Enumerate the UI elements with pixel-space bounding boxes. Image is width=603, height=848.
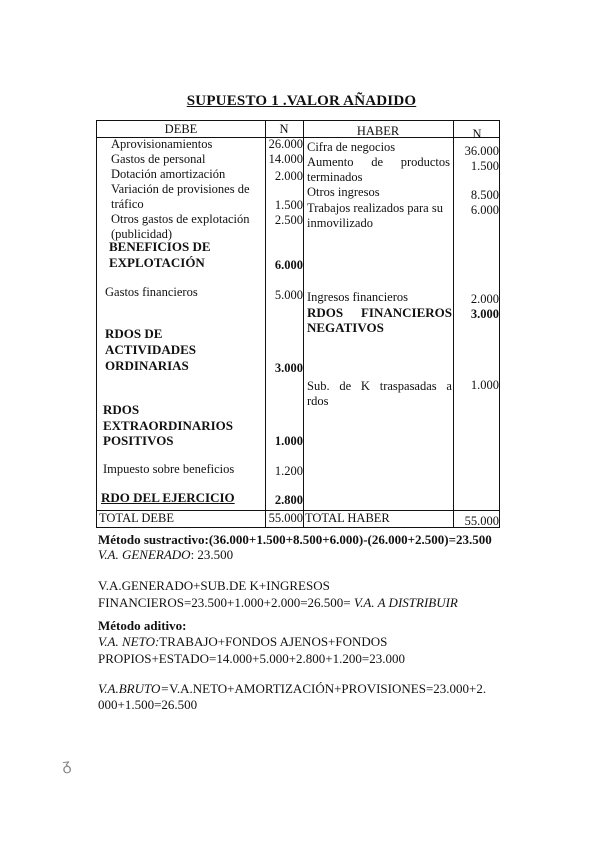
debe-gfin-label: Gastos financieros — [105, 285, 198, 299]
haber-n-header: N — [472, 127, 482, 141]
sustractivo-formula: (36.000+1.500+8.500+6.000)-(26.000+2.500)=23.500 — [208, 532, 492, 547]
bruto-line-2: 000+1.500=26.500 — [98, 697, 198, 712]
column-divider — [453, 121, 454, 527]
bruto-line-1 — [98, 681, 528, 697]
debe-amort-value: 2.000 — [274, 169, 303, 183]
sustractivo-line — [98, 532, 518, 548]
debe-otros-label-1: Otros gastos de explotación — [111, 212, 250, 226]
debe-otros-label-2: (publicidad) — [111, 227, 173, 241]
debe-rao-value: 3.000 — [274, 361, 303, 375]
haber-rfn-word: FINANCIEROS — [360, 305, 452, 320]
column-divider — [303, 121, 304, 527]
bruto-label: V.A.BRUTO= — [98, 681, 170, 696]
debe-prov-value: 1.500 — [274, 198, 303, 212]
haber-sub-word: a — [446, 379, 452, 393]
sustractivo-label: Método sustractivo: — [98, 532, 209, 547]
haber-trabajos-label-2: inmovilizado — [307, 216, 373, 230]
debe-prov-label-1: Variación de provisiones de — [111, 182, 250, 196]
debe-rext-label-3: POSITIVOS — [103, 433, 174, 448]
debe-imp-label: Impuesto sobre beneficios — [103, 462, 235, 476]
haber-ifin-label: Ingresos financieros — [307, 290, 409, 304]
debe-aprov-value: 26.000 — [268, 137, 303, 151]
debe-bexp-label-2: EXPLOTACIÓN — [109, 255, 205, 270]
haber-sub-word: K — [360, 379, 370, 393]
haber-rfn-word: RDOS — [307, 305, 344, 320]
debe-prov-label-2: tráfico — [111, 197, 144, 211]
debe-bexp-label-1: BENEFICIOS DE — [109, 239, 211, 254]
distribuir-formula: FINANCIEROS=23.500+1.000+2.000=26.500= — [98, 595, 354, 610]
haber-trabajos-value: 6.000 — [470, 203, 499, 217]
haber-rfn-label-1 — [307, 305, 452, 320]
haber-rfn-label-2: NEGATIVOS — [307, 320, 384, 335]
debe-imp-value: 1.200 — [274, 464, 303, 478]
debe-rext-value: 1.000 — [274, 434, 303, 448]
haber-sub-label-2: rdos — [307, 394, 329, 408]
debe-rdo-label: RDO DEL EJERCICIO — [101, 490, 235, 505]
total-debe-label: TOTAL DEBE — [99, 511, 175, 525]
haber-aumento-word: productos — [400, 155, 450, 169]
debe-personal-value: 14.000 — [268, 152, 303, 166]
debe-rao-label-1: RDOS DE — [105, 326, 163, 341]
debe-rao-label-3: ORDINARIAS — [105, 358, 189, 373]
distribuir-line-1: V.A.GENERADO+SUB.DE K+INGRESOS — [98, 578, 330, 593]
aditivo-label: Método aditivo: — [98, 618, 187, 633]
haber-otros-label: Otros ingresos — [307, 185, 380, 199]
haber-sub-word: traspasadas — [379, 379, 437, 393]
neto-line-2: PROPIOS+ESTADO=14.000+5.000+2.800+1.200=23.000 — [98, 651, 405, 666]
haber-sub-label-1 — [307, 379, 452, 394]
neto-label: V.A. NETO: — [98, 634, 160, 649]
debe-n-header: N — [279, 122, 289, 136]
haber-sub-word: Sub. — [307, 379, 330, 393]
total-haber-label: TOTAL HABER — [305, 511, 390, 525]
haber-aumento-label-2: terminados — [307, 170, 363, 184]
debe-otros-value: 2.500 — [274, 213, 303, 227]
debe-gfin-value: 5.000 — [274, 288, 303, 302]
margin-mark: ᵹ — [60, 754, 73, 775]
debe-rext-label-1: RDOS — [103, 402, 140, 417]
neto-formula-1: TRABAJO+FONDOS AJENOS+FONDOS — [159, 634, 388, 649]
haber-aumento-value: 1.500 — [470, 159, 499, 173]
page-title: SUPUESTO 1 .VALOR AÑADIDO — [186, 93, 417, 109]
distribuir-line-2 — [98, 595, 518, 611]
neto-line-1 — [98, 634, 518, 650]
va-generado-value: : 23.500 — [190, 547, 234, 562]
va-generado-line — [98, 547, 518, 563]
haber-cifra-value: 36.000 — [464, 144, 499, 158]
debe-header: DEBE — [164, 122, 198, 136]
debe-rdo-value: 2.800 — [274, 493, 303, 507]
debe-personal-label: Gastos de personal — [111, 152, 206, 166]
total-haber-value: 55.000 — [464, 514, 499, 528]
debe-bexp-value: 6.000 — [274, 258, 303, 272]
va-generado-label: V.A. GENERADO — [98, 547, 191, 562]
haber-trabajos-label-1: Trabajos realizados para su — [307, 201, 443, 215]
haber-header: HABER — [356, 124, 400, 138]
distribuir-label: V.A. A DISTRIBUIR — [353, 595, 458, 610]
haber-rfn-value: 3.000 — [470, 307, 499, 321]
debe-aprov-label: Aprovisionamientos — [111, 137, 213, 151]
bruto-formula-1: V.A.NETO+AMORTIZACIÓN+PROVISIONES=23.000+2. — [169, 681, 487, 696]
debe-rao-label-2: ACTIVIDADES — [105, 342, 197, 357]
debe-amort-label: Dotación amortización — [111, 167, 226, 181]
debe-rext-label-2: EXTRAORDINARIOS — [103, 418, 234, 433]
haber-ifin-value: 2.000 — [470, 292, 499, 306]
haber-cifra-label: Cifra de negocios — [307, 140, 396, 154]
haber-aumento-label-1 — [307, 155, 450, 170]
haber-sub-value: 1.000 — [470, 378, 499, 392]
haber-aumento-word: de — [371, 155, 384, 169]
haber-aumento-word: Aumento — [307, 155, 354, 169]
total-debe-value: 55.000 — [268, 511, 303, 525]
haber-sub-word: de — [339, 379, 352, 393]
haber-otros-value: 8.500 — [470, 188, 499, 202]
ledger-table — [96, 120, 500, 528]
